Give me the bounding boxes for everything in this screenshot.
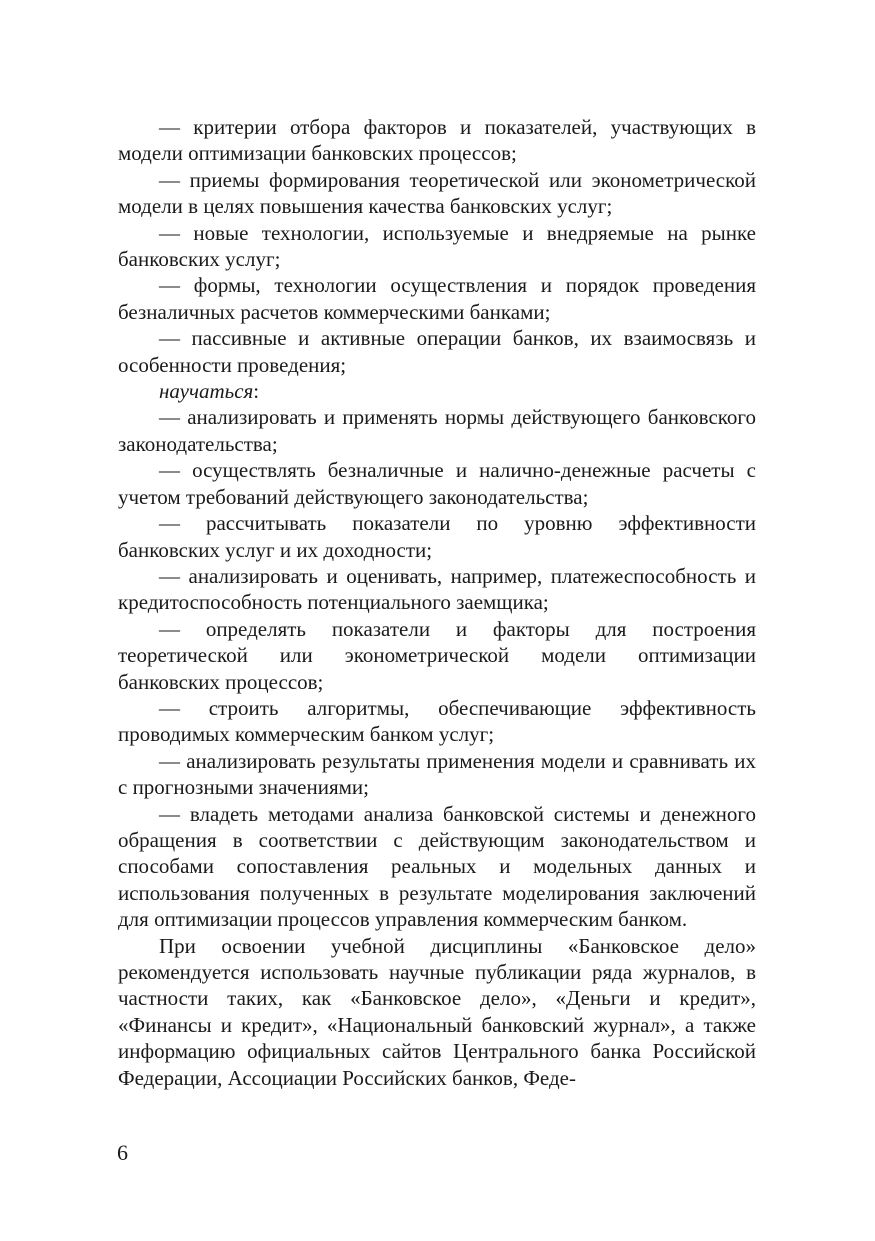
list-item: — новые технологии, используемые и внедряемые на рынке банковских услуг; [118, 220, 756, 272]
list-item: — осуществлять безналичные и налично-денежные расчеты с учетом требований действующего законодательства; [118, 458, 756, 509]
section-lead-word: научаться [159, 379, 254, 404]
list-item: — пассивные и активные операции банков, их взаимосвязь и особенности проведения; [118, 326, 756, 377]
page-number: 6 [117, 1140, 128, 1165]
list-item: — приемы формирования теоретической или эконометрической модели в целях повышения качества банковских услуг; [118, 167, 756, 219]
list-item: — анализировать и применять нормы действующего банковского законодательства; [118, 405, 756, 456]
list-item: — рассчитывать показатели по уровню эффективности банковских услуг и их доходности; [118, 511, 756, 562]
closing-paragraph: При освоении учебной дисциплины «Банковское дело» рекомендуется использовать научные публикации ряда журналов, в частности таких, как «Банковское дело», «Деньги и кредит», «Финансы и кредит», «Национальный банковский журнал», а также информацию официальных сайтов Центрального банка Российской Федерации, Ассоциации Российских банков, Феде- [118, 933, 756, 1090]
list-item: — определять показатели и факторы для построения теоретической или эконометрической модели оптимизации банковских процессов; [118, 616, 756, 694]
list-item: — анализировать и оценивать, например, платежеспособность и кредитоспособность потенциального заемщика; [118, 563, 756, 615]
section-lead-colon: : [253, 379, 260, 404]
section-lead [118, 378, 756, 404]
list-item: — владеть методами анализа банковской системы и денежного обращения в соответствии с действующим законодательством и способами сопоставления реальных и модельных данных и использования полученных в результате моделирования заключений для оптимизации процессов управления коммерческим банком. [118, 801, 756, 932]
list-item: — формы, технологии осуществления и порядок проведения безналичных расчетов коммерческими банками; [118, 273, 756, 324]
list-item: — строить алгоритмы, обеспечивающие эффективность проводимых коммерческим банком услуг; [118, 695, 756, 747]
list-item: — критерии отбора факторов и показателей, участвующих в модели оптимизации банковских процессов; [118, 115, 756, 166]
page-body [118, 114, 756, 1091]
list-item: — анализировать результаты применения модели и сравнивать их с прогнозными значениями; [118, 748, 756, 800]
